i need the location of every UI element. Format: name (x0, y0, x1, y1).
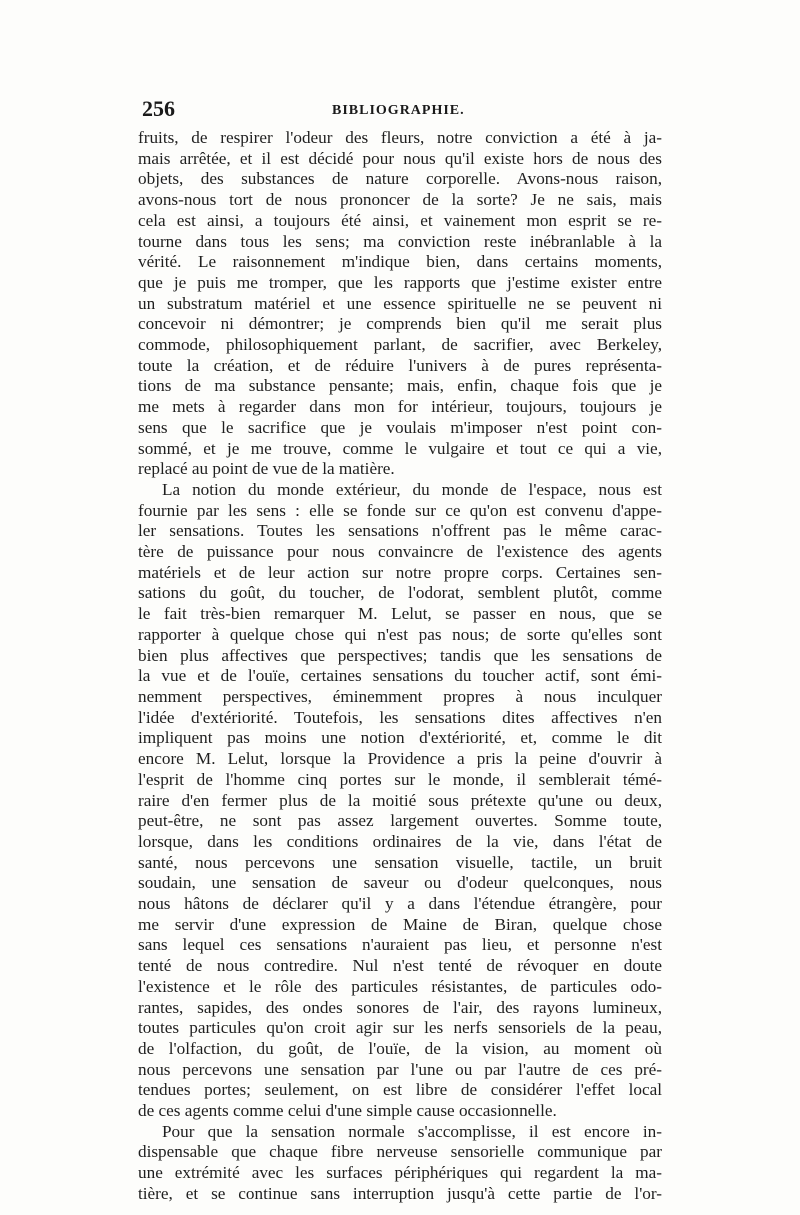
running-head: BIBLIOGRAPHIE. (332, 103, 465, 118)
text-line: tions de ma substance pensante; mais, enfin, chaque fois que je (138, 376, 662, 396)
text-line: vérité. Le raisonnement m'indique bien, dans certains moments, (138, 252, 662, 272)
text-line: avons-nous tort de nous prononcer de la sorte? Je ne sais, mais (138, 190, 662, 210)
text-line: Pour que la sensation normale s'accomplisse, il est encore in- (162, 1121, 662, 1141)
text-line: l'esprit de l'homme cinq portes sur le monde, il semblerait témé- (138, 769, 662, 789)
text-line: de ces agents comme celui d'une simple cause occasionnelle. (138, 1101, 557, 1121)
text-line: tère de puissance pour nous convaincre de l'existence des agents (138, 542, 662, 562)
text-line: raire d'en fermer plus de la moitié sous prétexte qu'une ou deux, (138, 790, 662, 810)
text-line: toutes particules qu'on croit agir sur les nerfs sensoriels de la peau, (138, 1018, 662, 1038)
text-line: La notion du monde extérieur, du monde de l'espace, nous est (162, 479, 662, 499)
text-line: nous hâtons de déclarer qu'il y a dans l'étendue étrangère, pour (138, 894, 662, 914)
body-text (138, 128, 662, 1205)
text-line: nemment perspectives, éminemment propres à nous inculquer (138, 686, 662, 706)
text-line: encore M. Lelut, lorsque la Providence a pris la peine d'ouvrir à (138, 749, 662, 769)
page-header (142, 96, 664, 126)
text-line: tendues portes; seulement, on est libre de considérer l'effet local (138, 1080, 662, 1100)
text-line: l'idée d'extériorité. Toutefois, les sensations dites affectives n'en (138, 707, 662, 727)
text-line: sens que le sacrifice que je voulais m'imposer n'est point con- (138, 417, 662, 437)
text-line: soudain, une sensation de saveur ou d'odeur quelconques, nous (138, 873, 662, 893)
text-line: de l'olfaction, du goût, de l'ouïe, de la vision, au moment où (138, 1038, 662, 1058)
text-line: l'existence et le rôle des particules résistantes, de particules odo- (138, 976, 662, 996)
text-line: ler sensations. Toutes les sensations n'offrent pas le même carac- (138, 521, 662, 541)
text-line: fruits, de respirer l'odeur des fleurs, notre conviction a été à ja- (138, 128, 662, 147)
text-line: tière, et se continue sans interruption jusqu'à cette partie de l'or- (138, 1183, 662, 1203)
text-line: dispensable que chaque fibre nerveuse sensorielle communique par (138, 1142, 662, 1162)
text-line: concevoir ni démontrer; je comprends bien qu'il me serait plus (138, 314, 662, 334)
text-line: replacé au point de vue de la matière. (138, 459, 395, 479)
text-line: me servir d'une expression de Maine de Biran, quelque chose (138, 914, 662, 934)
text-line: sommé, et je me trouve, comme le vulgaire et tout ce qui a vie, (138, 438, 662, 458)
text-line: rantes, sapides, des ondes sonores de l'air, des rayons lumineux, (138, 997, 662, 1017)
text-line: nous percevons une sensation par l'une ou par l'autre de ces pré- (138, 1059, 662, 1079)
text-line: santé, nous percevons une sensation visuelle, tactile, un bruit (138, 852, 662, 872)
text-line: commode, philosophiquement parlant, de sacrifier, avec Berkeley, (138, 335, 662, 355)
text-line: bien plus affectives que perspectives; tandis que les sensations de (138, 645, 662, 665)
text-line: cela est ainsi, a toujours été ainsi, et vainement mon esprit se re- (138, 210, 662, 230)
text-line: impliquent pas moins une notion d'extériorité, et, comme le dit (138, 728, 662, 748)
text-line: sations du goût, du toucher, de l'odorat, semblent plutôt, comme (138, 583, 662, 603)
paragraph (138, 128, 662, 480)
text-line: rapporter à quelque chose qui n'est pas nous; de sorte qu'elles sont (138, 624, 662, 644)
text-line: tourne dans tous les sens; ma conviction reste inébranlable à la (138, 231, 662, 251)
text-line: matériels et de leur action sur notre propre corps. Certaines sen- (138, 562, 662, 582)
text-line: fournie par les sens : elle se fonde sur ce qu'on est convenu d'appe- (138, 500, 662, 520)
paragraph (138, 1122, 662, 1205)
text-line: que je puis me tromper, que les rapports que j'estime exister entre (138, 272, 662, 292)
text-line: tenté de nous contredire. Nul n'est tenté de révoquer en doute (138, 956, 662, 976)
text-line: objets, des substances de nature corporelle. Avons-nous raison, (138, 169, 662, 189)
text-line: me mets à regarder dans mon for intérieur, toujours, toujours je (138, 397, 662, 417)
text-line: un substratum matériel et une essence spirituelle ne se peuvent ni (138, 293, 662, 313)
page-number: 256 (142, 96, 175, 121)
text-line: sans lequel ces sensations n'auraient pas lieu, et personne n'est (138, 935, 662, 955)
paragraph (138, 480, 662, 1122)
text-line: le fait très-bien remarquer M. Lelut, se passer en nous, que se (138, 604, 662, 624)
text-line: toute la création, et de réduire l'univers à de pures représenta- (138, 355, 662, 375)
text-line: une extrémité avec les surfaces périphériques qui regardent la ma- (138, 1163, 662, 1183)
text-line: la vue et de l'ouïe, certaines sensations du toucher actif, sont émi- (138, 666, 662, 686)
text-line: lorsque, dans les conditions ordinaires de la vie, dans l'état de (138, 831, 662, 851)
text-line: peut-être, ne sont pas assez largement ouvertes. Somme toute, (138, 811, 662, 831)
text-line: mais arrêtée, et il est décidé pour nous qu'il existe hors de nous des (138, 148, 662, 168)
